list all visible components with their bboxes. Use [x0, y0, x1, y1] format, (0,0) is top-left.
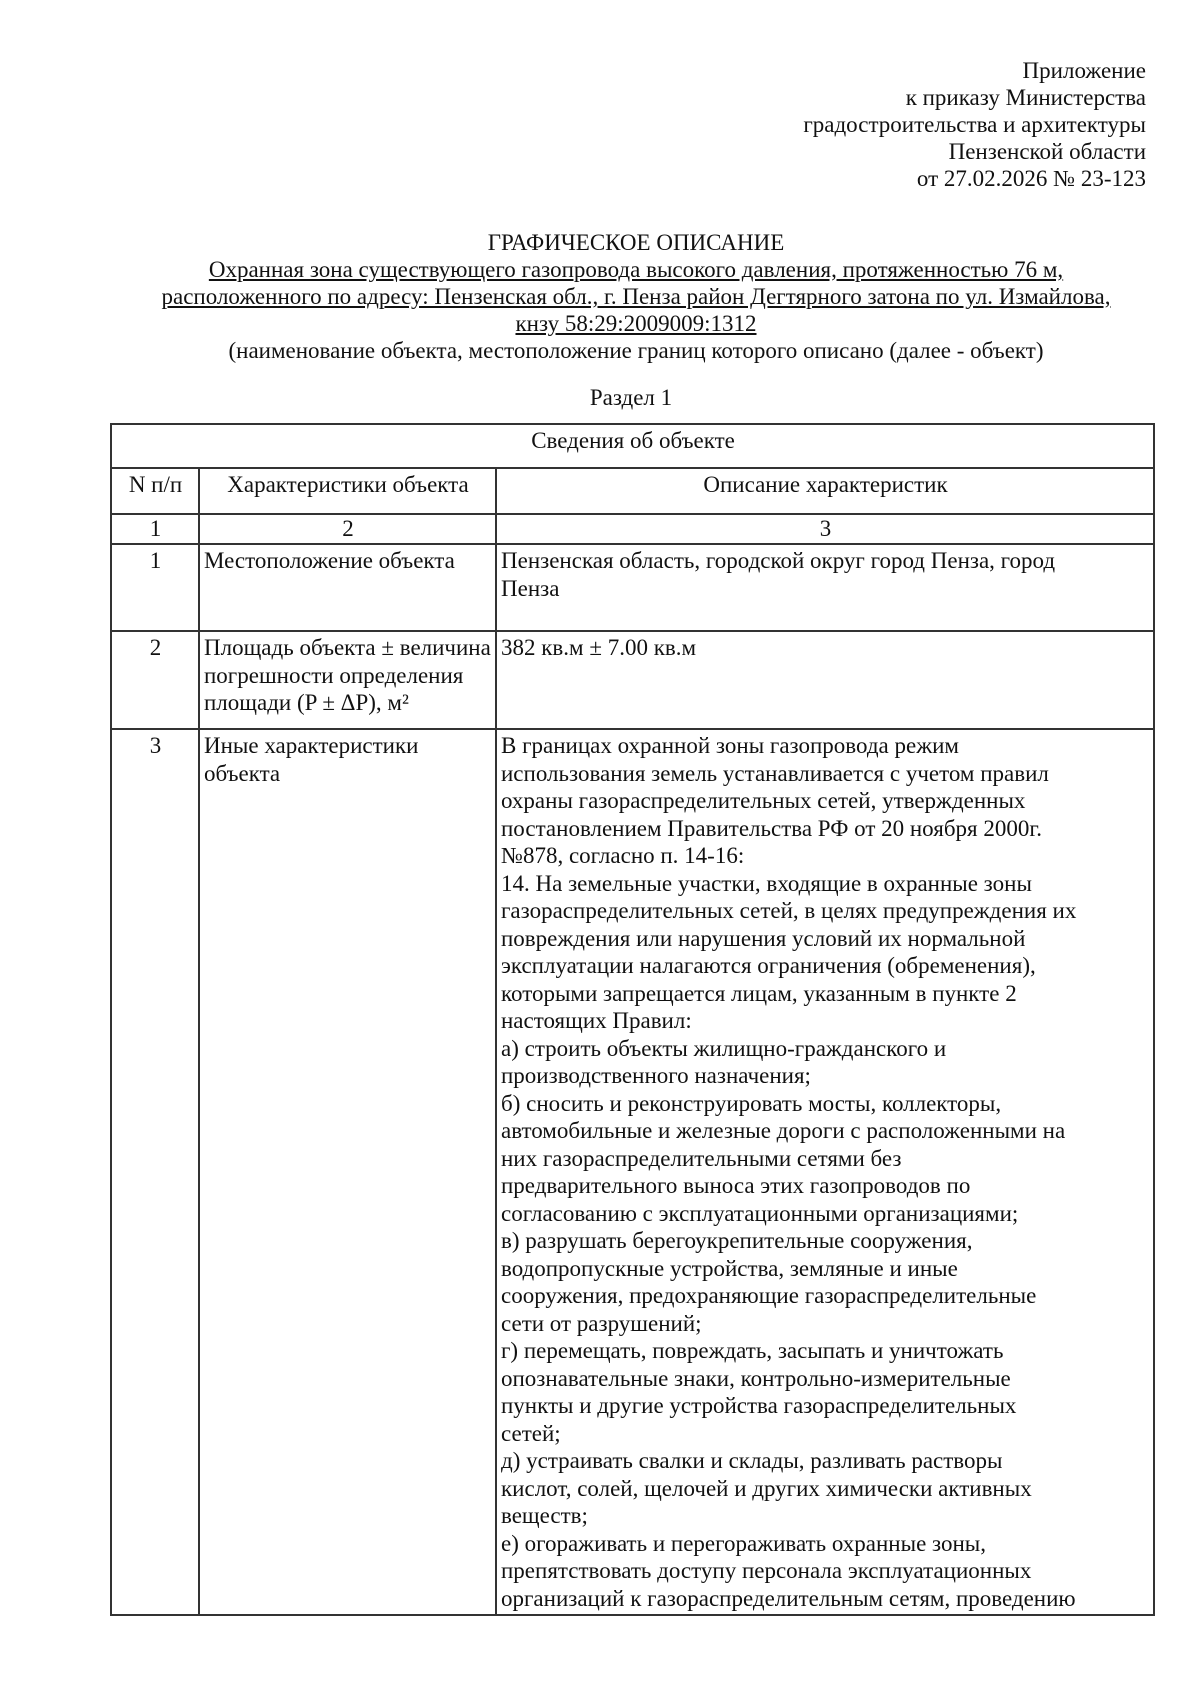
description-line: кислот, солей, щелочей и других химически активных: [501, 1475, 1032, 1501]
appendix-block: [803, 57, 1146, 192]
table-caption: Сведения об объекте: [111, 424, 1154, 468]
appendix-line: Пензенской области: [948, 139, 1146, 164]
description-line: охраны газораспределительных сетей, утвержденных: [501, 788, 1026, 813]
appendix-line: градостроительства и архитектуры: [803, 112, 1146, 137]
description-line: эксплуатации налагаются ограничения (обременения),: [501, 953, 1036, 978]
description-line: предварительного выноса этих газопроводов по: [501, 1173, 971, 1198]
table-header-row: [111, 468, 1154, 514]
description-line: настоящих Правил:: [501, 1008, 692, 1033]
description-line: газораспределительных сетей, в целях предупреждения их: [501, 898, 1077, 923]
description-line: автомобильные и железные дороги с расположенными на: [501, 1118, 1066, 1143]
description-line: сетей;: [501, 1420, 561, 1446]
description-line: постановлением Правительства РФ от 20 ноября 2000г.: [501, 815, 1042, 841]
description-line: согласованию с эксплуатационными организациями;: [501, 1200, 1019, 1226]
table-row: [111, 544, 1154, 631]
document-title-block: [110, 229, 1162, 364]
description-line: в) разрушать берегоукрепительные сооружения,: [501, 1228, 973, 1253]
description-line: б) сносить и реконструировать мосты, коллекторы,: [501, 1090, 1002, 1116]
description-line: 382 кв.м ± 7.00 кв.м: [501, 635, 697, 660]
table-row: [111, 631, 1154, 729]
description-line: организаций к газораспределительным сетям, проведению: [501, 1585, 1076, 1611]
description-line: Пензенская область, городской округ город Пенза, город: [501, 548, 1056, 573]
description-line: водопропускные устройства, земляные и иные: [501, 1255, 958, 1281]
object-subject-line: расположенного по адресу: Пензенская обл., г. Пенза район Дегтярного затона по ул. Измайлова,: [161, 284, 1111, 309]
description-line: опознавательные знаки, контрольно-измерительные: [501, 1365, 1011, 1391]
description-line: веществ;: [501, 1503, 588, 1528]
object-subject-line: Охранная зона существующего газопровода высокого давления, протяженностью 76 м,: [208, 257, 1064, 282]
description-line: производственного назначения;: [501, 1063, 811, 1088]
appendix-order-date: от 27.02.2026 № 23-123: [916, 166, 1146, 191]
row-characteristic: Иные характеристики объекта: [199, 729, 496, 1615]
column-number-row: [111, 514, 1154, 544]
description-line: пункты и другие устройства газораспределительных: [501, 1393, 1017, 1418]
row-description: [496, 631, 1154, 729]
column-number: 2: [199, 514, 496, 544]
row-description: [496, 544, 1154, 631]
row-number: 3: [111, 729, 199, 1615]
description-line: сооружения, предохраняющие газораспределительные: [501, 1283, 1037, 1308]
description-line: них газораспределительными сетями без: [501, 1145, 902, 1171]
description-line: препятствовать доступу персонала эксплуатационных: [501, 1558, 1032, 1583]
description-line: повреждения или нарушения условий их нормальной: [501, 925, 1026, 951]
description-line: использования земель устанавливается с учетом правил: [501, 760, 1049, 786]
object-info-table: [110, 423, 1155, 1616]
row-number: 2: [111, 631, 199, 729]
object-cadastral-line: кнзу 58:29:2009009:1312: [515, 311, 757, 336]
description-line: 14. На земельные участки, входящие в охранные зоны: [501, 870, 1032, 896]
header-description: Описание характеристик: [496, 468, 1154, 514]
appendix-line: к приказу Министерства: [905, 85, 1146, 110]
appendix-line: Приложение: [1022, 58, 1146, 83]
description-line: Пенза: [501, 575, 560, 601]
row-description: [496, 729, 1154, 1615]
description-line: г) перемещать, повреждать, засыпать и уничтожать: [501, 1338, 1004, 1363]
description-line: а) строить объекты жилищно-гражданского и: [501, 1035, 947, 1061]
row-number: 1: [111, 544, 199, 631]
column-number: 1: [111, 514, 199, 544]
row-characteristic: Площадь объекта ± величина погрешности определения площади (P ± ΔP), м²: [199, 631, 496, 729]
row-characteristic: Местоположение объекта: [199, 544, 496, 631]
description-line: сети от разрушений;: [501, 1310, 702, 1336]
description-line: №878, согласно п. 14-16:: [501, 843, 745, 868]
table-caption-row: [111, 424, 1154, 468]
object-caption: (наименование объекта, местоположение границ которого описано (далее - объект): [228, 338, 1044, 363]
description-line: д) устраивать свалки и склады, разливать растворы: [501, 1448, 1003, 1473]
section-label: Раздел 1: [589, 385, 673, 410]
header-characteristic: Характеристики объекта: [199, 468, 496, 514]
table-row: [111, 729, 1154, 1615]
document-heading: ГРАФИЧЕСКОЕ ОПИСАНИЕ: [487, 230, 785, 255]
description-line: которыми запрещается лицам, указанным в пункте 2: [501, 980, 1017, 1006]
header-number: N п/п: [111, 468, 199, 514]
column-number: 3: [496, 514, 1154, 544]
description-line: В границах охранной зоны газопровода режим: [501, 733, 959, 758]
description-line: е) огораживать и перегораживать охранные зоны,: [501, 1530, 986, 1556]
